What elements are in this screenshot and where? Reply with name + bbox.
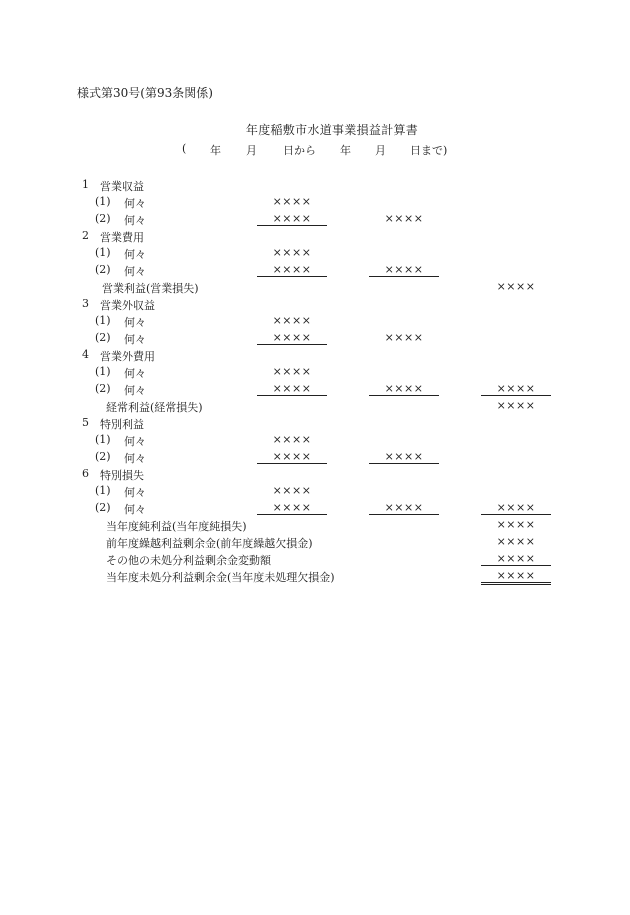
- summary-label: 当年度未処分利益剰余金(当年度未処理欠損金): [106, 571, 335, 584]
- item-number: (2): [95, 331, 111, 344]
- amount-col2: ××××: [369, 450, 439, 464]
- amount-col3: ××××: [496, 518, 536, 531]
- period-start-month: 月: [246, 144, 257, 157]
- item-number: (2): [95, 382, 111, 395]
- section-header: [0, 415, 630, 432]
- item-label: 何々: [124, 316, 146, 329]
- amount-col3: ××××: [481, 382, 551, 396]
- period-end-month: 月: [375, 144, 386, 157]
- amount-col1: ××××: [272, 195, 312, 208]
- summary-row: [0, 534, 630, 551]
- subtotal-label: 経常利益(経常損失): [106, 401, 203, 414]
- item-number: (2): [95, 263, 111, 276]
- amount-col3: ××××: [481, 569, 551, 585]
- amount-col3: ××××: [496, 399, 536, 412]
- amount-col2: ××××: [369, 501, 439, 515]
- period-open-paren: (: [182, 142, 187, 155]
- line-item: [0, 313, 630, 330]
- summary-label: 前年度繰越利益剰余金(前年度繰越欠損金): [106, 537, 313, 550]
- income-statement: [0, 177, 630, 585]
- section-header: [0, 347, 630, 364]
- summary-label: その他の未処分利益剰余金変動額: [106, 554, 271, 567]
- section-label: 営業費用: [100, 231, 144, 244]
- amount-col1: ××××: [257, 450, 327, 464]
- item-label: 何々: [124, 265, 146, 278]
- line-item: [0, 500, 630, 517]
- section-label: 特別損失: [100, 469, 144, 482]
- amount-col3: ××××: [481, 552, 551, 566]
- item-label: 何々: [124, 367, 146, 380]
- item-label: 何々: [124, 503, 146, 516]
- section-header: [0, 228, 630, 245]
- section-number: 1: [82, 178, 89, 191]
- summary-row: [0, 551, 630, 568]
- section-number: 3: [82, 297, 89, 310]
- line-item: [0, 432, 630, 449]
- form-number: 様式第30号(第93条関係): [77, 86, 213, 100]
- item-label: 何々: [124, 333, 146, 346]
- line-item: [0, 245, 630, 262]
- item-number: (2): [95, 501, 111, 514]
- section-header: [0, 466, 630, 483]
- line-item: [0, 211, 630, 228]
- amount-col3: ××××: [481, 501, 551, 515]
- section-header: [0, 296, 630, 313]
- item-label: 何々: [124, 435, 146, 448]
- item-label: 何々: [124, 248, 146, 261]
- amount-col1: ××××: [257, 382, 327, 396]
- amount-col3: ××××: [496, 280, 536, 293]
- period-start-year: 年: [210, 144, 221, 157]
- amount-col1: ××××: [257, 212, 327, 226]
- subtotal-label: 営業利益(営業損失): [102, 282, 199, 295]
- summary-row: [0, 517, 630, 534]
- item-number: (1): [95, 433, 111, 446]
- item-number: (1): [95, 246, 111, 259]
- amount-col1: ××××: [257, 501, 327, 515]
- amount-col1: ××××: [257, 263, 327, 277]
- amount-col1: ××××: [272, 365, 312, 378]
- summary-label: 当年度純利益(当年度純損失): [106, 520, 247, 533]
- item-number: (1): [95, 365, 111, 378]
- subtotal-row: [0, 279, 630, 296]
- section-label: 特別利益: [100, 418, 144, 431]
- subtotal-row: [0, 398, 630, 415]
- period-end-day: 日まで): [410, 144, 448, 157]
- amount-col2: ××××: [369, 382, 439, 396]
- line-item: [0, 364, 630, 381]
- amount-col2: ××××: [384, 212, 424, 225]
- item-number: (2): [95, 212, 111, 225]
- section-number: 2: [82, 229, 89, 242]
- line-item: [0, 483, 630, 500]
- item-label: 何々: [124, 486, 146, 499]
- summary-row: [0, 568, 630, 585]
- amount-col3: ××××: [496, 535, 536, 548]
- item-label: 何々: [124, 197, 146, 210]
- section-label: 営業外費用: [100, 350, 155, 363]
- period-start-day: 日から: [283, 144, 316, 157]
- period-end-year: 年: [340, 144, 351, 157]
- amount-col2: ××××: [369, 263, 439, 277]
- section-label: 営業外収益: [100, 299, 155, 312]
- line-item: [0, 262, 630, 279]
- item-number: (1): [95, 314, 111, 327]
- amount-col1: ××××: [272, 433, 312, 446]
- section-number: 6: [82, 467, 89, 480]
- line-item: [0, 194, 630, 211]
- item-number: (2): [95, 450, 111, 463]
- amount-col1: ××××: [272, 246, 312, 259]
- amount-col1: ××××: [257, 331, 327, 345]
- section-number: 4: [82, 348, 89, 361]
- line-item: [0, 330, 630, 347]
- item-label: 何々: [124, 214, 146, 227]
- amount-col1: ××××: [272, 314, 312, 327]
- item-number: (1): [95, 195, 111, 208]
- amount-col2: ××××: [384, 331, 424, 344]
- item-number: (1): [95, 484, 111, 497]
- section-number: 5: [82, 416, 89, 429]
- amount-col1: ××××: [272, 484, 312, 497]
- line-item: [0, 449, 630, 466]
- section-label: 営業収益: [100, 180, 144, 193]
- section-header: [0, 177, 630, 194]
- line-item: [0, 381, 630, 398]
- item-label: 何々: [124, 452, 146, 465]
- item-label: 何々: [124, 384, 146, 397]
- document-title: 年度稲敷市水道事業損益計算書: [245, 123, 419, 137]
